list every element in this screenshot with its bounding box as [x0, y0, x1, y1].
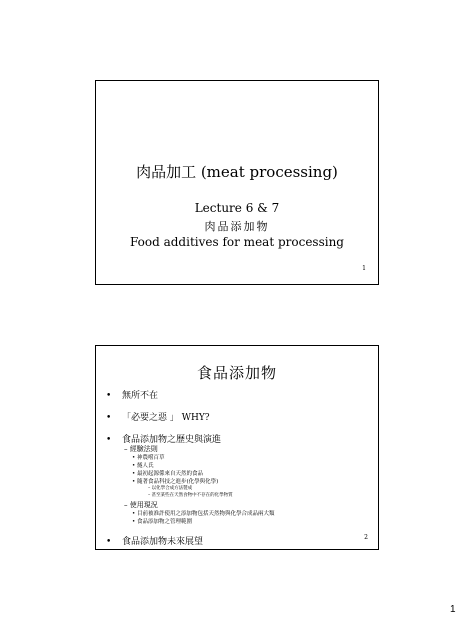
sub-heading: – 經驗法則	[124, 445, 158, 453]
sub-heading: – 使用現況	[124, 501, 158, 509]
bullet-icon: •	[106, 391, 112, 401]
sub-dash-item: – 以化學合成方法製成	[148, 486, 193, 491]
slide-1	[95, 80, 379, 285]
sub-dash-item: – 甚至某些在天然食物中不存在的化學物質	[148, 493, 233, 498]
bullet-item	[106, 534, 203, 547]
slide-2-number: 2	[364, 534, 368, 541]
sub-item: • 食品添加物之管理範圍	[132, 519, 193, 525]
slide-1-subtitle-en: Food additives for meat processing	[129, 235, 344, 249]
sub-item: • 最初起源係來自天然的食品	[132, 471, 204, 477]
bullet-text: 食品添加物未來展望	[122, 537, 204, 547]
sub-item: • 神農嚐百草	[132, 455, 165, 461]
sub-item: • 隨著食品科技之進步(化學與化學)	[132, 479, 219, 485]
sub-item: • 燧人氏	[132, 463, 154, 469]
slide-1-number: 1	[362, 265, 366, 272]
slide-2-title: 食品添加物	[196, 364, 277, 382]
bullet-text: 「必要之惡 」 WHY?	[122, 413, 210, 423]
bullet-icon: •	[106, 413, 112, 423]
page-number: 1	[450, 604, 456, 615]
slide-2	[95, 345, 379, 550]
slide-1-title: 肉品加工 (meat processing)	[136, 163, 338, 181]
slide-1-subtitle-zh: 肉品添加物	[204, 220, 270, 233]
bullet-text: 無所不在	[122, 391, 159, 401]
bullet-item	[106, 410, 210, 423]
slide-1-lecture: Lecture 6 & 7	[194, 201, 280, 215]
bullet-item	[106, 388, 158, 401]
bullet-text: 食品添加物之歷史與演進	[122, 435, 222, 445]
sub-item: • 目前被准許使用之添加物包括天然物與化學合成品兩大類	[132, 511, 275, 517]
bullet-icon: •	[106, 537, 112, 547]
bullet-icon: •	[106, 435, 112, 445]
